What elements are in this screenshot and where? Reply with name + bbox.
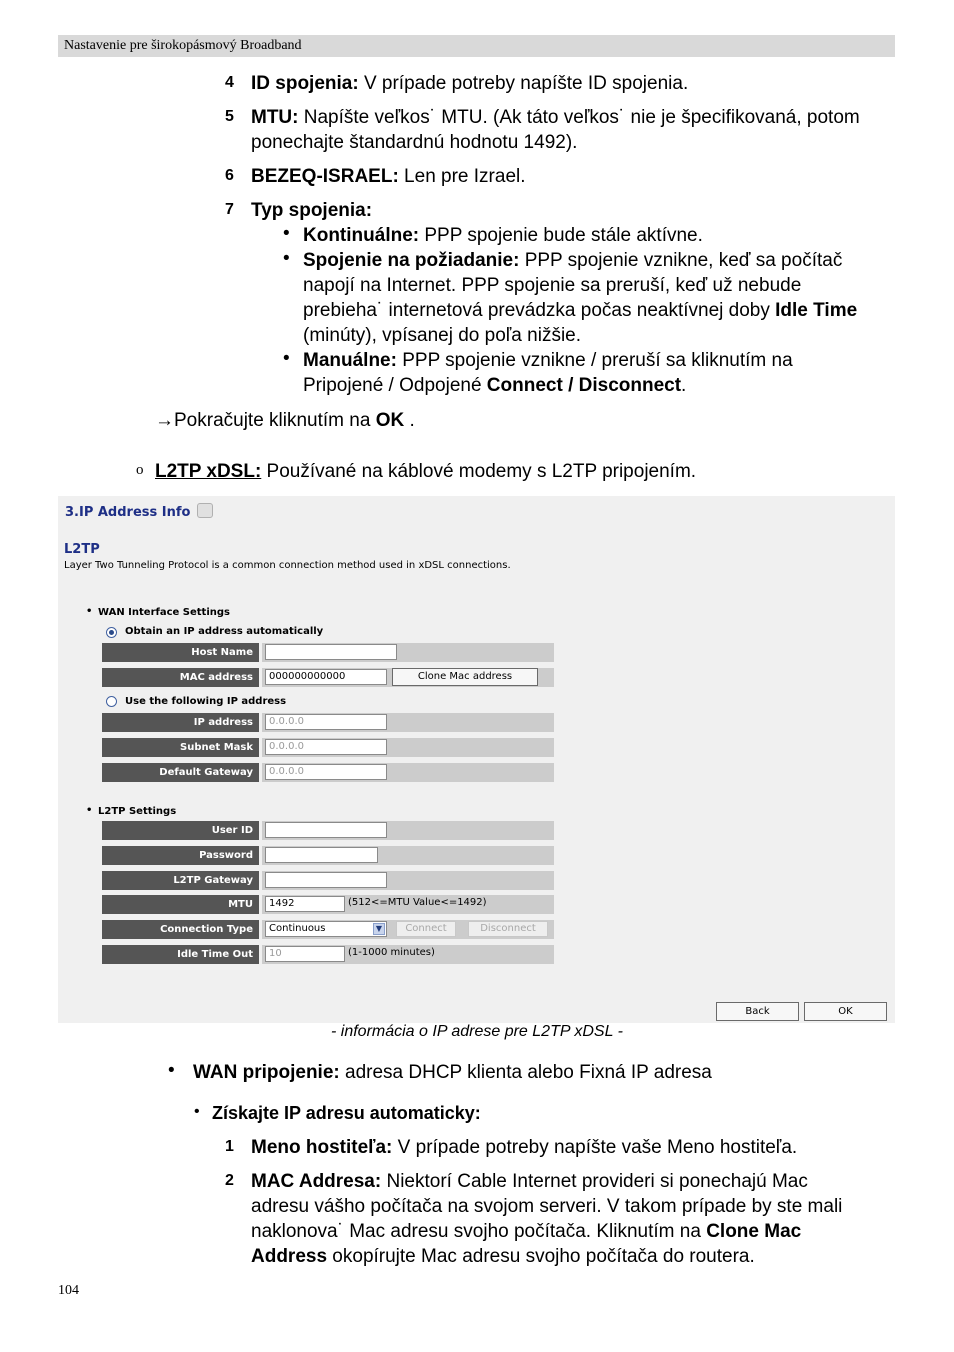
ip-address-cell (262, 713, 554, 732)
subnet-mask-cell (262, 738, 554, 757)
l2tp-intro: L2TP xDSL: Používané na káblové modemy s L2TP pripojením. (155, 461, 697, 482)
disconnect-button[interactable]: Disconnect (468, 921, 548, 937)
item-number: 6 (225, 167, 234, 184)
item-number: 2 (225, 1172, 234, 1189)
item-host-name: Meno hostiteľa: V prípade potreby napíšte vaše Meno hostiteľa. (251, 1137, 798, 1158)
l2tp-gateway-cell (262, 871, 554, 890)
l2tp-heading: L2TP (64, 542, 100, 557)
wan-interface-title: WAN Interface Settings (98, 607, 230, 618)
wan-connection: WAN pripojenie: adresa DHCP klienta alebo Fixná IP adresa (193, 1062, 712, 1083)
connect-button[interactable]: Connect (396, 921, 456, 937)
item-number: 4 (225, 74, 234, 91)
host-name-input[interactable] (265, 644, 397, 660)
idle-range-note: (1-1000 minutes) (348, 947, 435, 958)
bullet: • (86, 805, 93, 816)
section-title: 3.IP Address Info (65, 503, 213, 520)
l2tp-settings-screenshot (58, 496, 895, 1023)
bullet: • (168, 1060, 175, 1081)
item-number: 5 (225, 108, 234, 125)
bullet: • (283, 348, 290, 369)
host-name-label: Host Name (102, 643, 259, 662)
item-connection-id: ID spojenia: V prípade potreby napíšte ID spojenia. (251, 73, 689, 94)
obtain-ip-auto-heading: Získajte IP adresu automaticky: (212, 1103, 481, 1123)
subnet-mask-input[interactable]: 0.0.0.0 (265, 739, 387, 755)
subnet-mask-label: Subnet Mask (102, 738, 259, 757)
item-mtu: MTU: Napíšte veľkos˙ MTU. (Ak táto veľkos˙ nie je špecifikovaná, potom ponechajte štandardnú hodnotu 1492). (251, 107, 860, 153)
default-gateway-cell (262, 763, 554, 782)
radio-fixed-ip-label: Use the following IP address (125, 696, 287, 707)
ip-address-label: IP address (102, 713, 259, 732)
page-number: 104 (58, 1283, 79, 1298)
bullet: • (283, 248, 290, 269)
l2tp-gateway-label: L2TP Gateway (102, 871, 259, 890)
user-id-input[interactable] (265, 822, 387, 838)
item-bezeq: BEZEQ-ISRAEL: Len pre Izrael. (251, 166, 526, 187)
connection-type-select[interactable]: Continuous ▼ (265, 921, 387, 937)
default-gateway-label: Default Gateway (102, 763, 259, 782)
back-button[interactable]: Back (716, 1002, 799, 1021)
l2tp-gateway-input[interactable] (265, 872, 387, 888)
item-number: 7 (225, 201, 234, 218)
password-input[interactable] (265, 847, 378, 863)
bullet: • (194, 1103, 200, 1120)
header-title: Nastavenie pre širokopásmový Broadband (64, 38, 302, 53)
radio-obtain-auto-label: Obtain an IP address automatically (125, 626, 324, 637)
l2tp-settings-title: L2TP Settings (98, 806, 177, 817)
mac-address-label: MAC address (102, 668, 259, 687)
help-icon[interactable] (197, 503, 213, 518)
mtu-cell (262, 895, 554, 914)
radio-fixed-ip[interactable] (106, 696, 117, 707)
connection-type-label: Connection Type (102, 920, 259, 939)
idle-timeout-input[interactable]: 10 (265, 946, 345, 962)
mac-address-cell (262, 668, 554, 687)
clone-mac-button[interactable]: Clone Mac address (392, 668, 538, 686)
type-continuous: Kontinuálne: PPP spojenie bude stále aktívne. (303, 225, 703, 246)
idle-timeout-cell (262, 945, 554, 964)
bullet: • (283, 223, 290, 244)
host-name-cell (262, 643, 554, 662)
type-on-demand: Spojenie na požiadanie: PPP spojenie vznikne, keď sa počítač napojí na Internet. PPP spojenie sa preruší, keď už nebude prebieha˙ internetová prevádzka počas neaktívnej doby Idle Time (minúty), vpísanej do poľa nižšie. (303, 250, 858, 346)
circle-bullet-icon: o (136, 462, 144, 478)
continue-instruction: →Pokračujte kliknutím na OK . (155, 410, 415, 431)
ip-address-input[interactable]: 0.0.0.0 (265, 714, 387, 730)
mac-address-input[interactable]: 000000000000 (265, 669, 387, 685)
l2tp-description: Layer Two Tunneling Protocol is a common connection method used in xDSL connections. (64, 560, 511, 571)
mtu-input[interactable]: 1492 (265, 896, 345, 912)
ok-button[interactable]: OK (804, 1002, 887, 1021)
item-mac-address: MAC Addresa: Niektorí Cable Internet provideri si ponechajú Mac adresu vášho počítača na svojom serveri. V takom prípade by ste mali naklonova˙ Mac adresu svojho počítača. Kliknutím na Clone Mac Address okopírujte Mac adresu svojho počítača do routera. (251, 1171, 843, 1267)
user-id-label: User ID (102, 821, 259, 840)
password-cell (262, 846, 554, 865)
figure-caption: - informácia o IP adrese pre L2TP xDSL - (331, 1023, 623, 1040)
mtu-label: MTU (102, 895, 259, 914)
page-header (58, 35, 895, 57)
connection-type-cell (262, 920, 554, 939)
bullet: • (86, 606, 93, 617)
user-id-cell (262, 821, 554, 840)
idle-timeout-label: Idle Time Out (102, 945, 259, 964)
mtu-range-note: (512<=MTU Value<=1492) (348, 897, 487, 908)
default-gateway-input[interactable]: 0.0.0.0 (265, 764, 387, 780)
type-manual: Manuálne: PPP spojenie vznikne / preruší sa kliknutím na Pripojené / Odpojené Connect / Disconnect. (303, 350, 793, 396)
password-label: Password (102, 846, 259, 865)
arrow-right-icon: → (155, 410, 174, 431)
item-number: 1 (225, 1138, 234, 1155)
radio-obtain-auto[interactable] (106, 627, 117, 638)
chevron-down-icon[interactable]: ▼ (373, 923, 385, 935)
item-connection-type: Typ spojenia: (251, 200, 373, 221)
